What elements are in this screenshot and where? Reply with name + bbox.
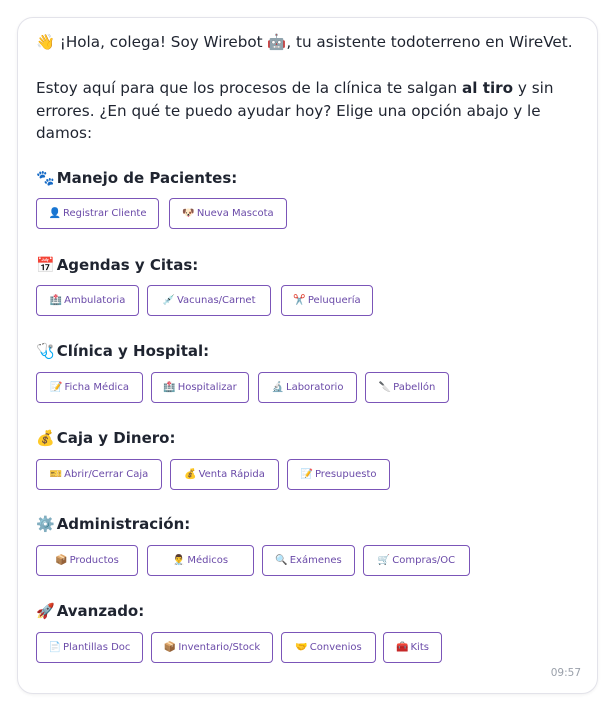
new-pet-button[interactable] xyxy=(169,198,287,229)
button-label: Productos xyxy=(69,555,119,566)
doc-templates-button[interactable] xyxy=(36,632,143,663)
section-title-admin xyxy=(36,514,190,534)
stethoscope-icon: 🩺 xyxy=(36,342,55,360)
open-close-cash-button[interactable] xyxy=(36,459,162,490)
button-label: Nueva Mascota xyxy=(196,208,274,219)
robot-icon: 🤖 xyxy=(267,33,287,51)
knife-icon: 🔪 xyxy=(378,382,392,393)
section-title-cash xyxy=(36,428,175,448)
button-label: Kits xyxy=(410,642,429,653)
doctor-icon: 👨‍⚕️ xyxy=(172,555,186,566)
user-icon: 👤 xyxy=(48,208,61,219)
operating-room-button[interactable] xyxy=(365,372,449,403)
button-label: Laboratorio xyxy=(286,382,344,393)
toolbox-icon: 🧰 xyxy=(396,642,409,653)
medical-record-button[interactable] xyxy=(36,372,143,403)
package-icon: 📦 xyxy=(163,642,177,653)
syringe-icon: 💉 xyxy=(162,295,175,306)
wave-icon: 👋 xyxy=(36,33,55,51)
quick-sale-button[interactable] xyxy=(170,459,279,490)
button-label: Ficha Médica xyxy=(64,382,129,393)
section-title-text: Caja y Dinero: xyxy=(56,429,176,447)
paw-icon: 🐾 xyxy=(36,169,55,187)
handshake-icon: 🤝 xyxy=(295,642,308,653)
cart-icon: 🛒 xyxy=(377,555,391,566)
magnifier-icon: 🔍 xyxy=(275,555,288,566)
products-button[interactable] xyxy=(36,545,138,576)
agreements-button[interactable] xyxy=(281,632,376,663)
intro-paragraph xyxy=(36,77,576,145)
message-timestamp: 09:57 xyxy=(550,667,581,679)
grooming-button[interactable] xyxy=(281,285,373,316)
microscope-icon: 🔬 xyxy=(271,382,284,393)
button-label: Pabellón xyxy=(393,382,436,393)
hospitalize-button[interactable] xyxy=(151,372,249,403)
dog-icon: 🐶 xyxy=(182,208,195,219)
inventory-button[interactable] xyxy=(151,632,273,663)
package-icon: 📦 xyxy=(55,555,68,566)
button-label: Presupuesto xyxy=(314,469,377,480)
button-label: Vacunas/Carnet xyxy=(176,295,256,306)
calendar-icon: 📅 xyxy=(36,256,55,274)
intro-bold-text: al tiro xyxy=(461,79,514,97)
ticket-icon: 🎫 xyxy=(49,469,63,480)
section-title-text: Administración: xyxy=(56,515,191,533)
kits-button[interactable] xyxy=(383,632,442,663)
button-label: Registrar Cliente xyxy=(62,208,147,219)
money-bag-icon: 💰 xyxy=(36,429,55,447)
hospital-icon: 🏥 xyxy=(163,382,176,393)
page-icon: 📄 xyxy=(48,642,62,653)
laboratory-button[interactable] xyxy=(258,372,357,403)
section-title-text: Agendas y Citas: xyxy=(56,256,199,274)
vaccines-button[interactable] xyxy=(147,285,271,316)
button-label: Inventario/Stock xyxy=(178,642,261,653)
hospital-icon: 🏥 xyxy=(49,295,63,306)
chat-message-bubble xyxy=(17,17,598,694)
memo-icon: 📝 xyxy=(300,469,313,480)
intro-text: Estoy aquí para que los procesos de la clínica te salgan xyxy=(36,79,462,97)
exams-button[interactable] xyxy=(262,545,355,576)
rocket-icon: 🚀 xyxy=(36,602,55,620)
button-label: Médicos xyxy=(187,555,229,566)
section-title-patients xyxy=(36,168,237,188)
button-label: Hospitalizar xyxy=(177,382,237,393)
button-label: Venta Rápida xyxy=(198,469,265,480)
greeting-line xyxy=(36,31,573,53)
section-title-text: Manejo de Pacientes: xyxy=(56,169,238,187)
section-title-text: Clínica y Hospital: xyxy=(56,342,210,360)
quote-button[interactable] xyxy=(287,459,390,490)
button-label: Abrir/Cerrar Caja xyxy=(64,469,149,480)
button-label: Exámenes xyxy=(289,555,342,566)
doctors-button[interactable] xyxy=(147,545,254,576)
button-label: Convenios xyxy=(309,642,362,653)
section-title-schedules xyxy=(36,255,198,275)
gear-icon: ⚙️ xyxy=(36,515,55,533)
section-title-advanced xyxy=(36,601,144,621)
register-client-button[interactable] xyxy=(36,198,159,229)
button-label: Plantillas Doc xyxy=(63,642,131,653)
scissors-icon: ✂️ xyxy=(293,295,306,306)
button-label: Ambulatoria xyxy=(64,295,126,306)
button-label: Peluquería xyxy=(307,295,361,306)
purchases-button[interactable] xyxy=(363,545,470,576)
memo-icon: 📝 xyxy=(50,382,63,393)
section-title-clinic xyxy=(36,341,209,361)
section-title-text: Avanzado: xyxy=(56,602,145,620)
intro-text-end: y sin errores. ¿En qué te puedo ayudar hoy? Elige una opción abajo y le damos: xyxy=(36,79,554,142)
greeting-text-end: , tu asistente todoterreno en WireVet. xyxy=(286,33,573,51)
money-bag-icon: 💰 xyxy=(184,469,197,480)
greeting-text: ¡Hola, colega! Soy Wirebot xyxy=(59,33,263,51)
outpatient-button[interactable] xyxy=(36,285,139,316)
button-label: Compras/OC xyxy=(392,555,456,566)
